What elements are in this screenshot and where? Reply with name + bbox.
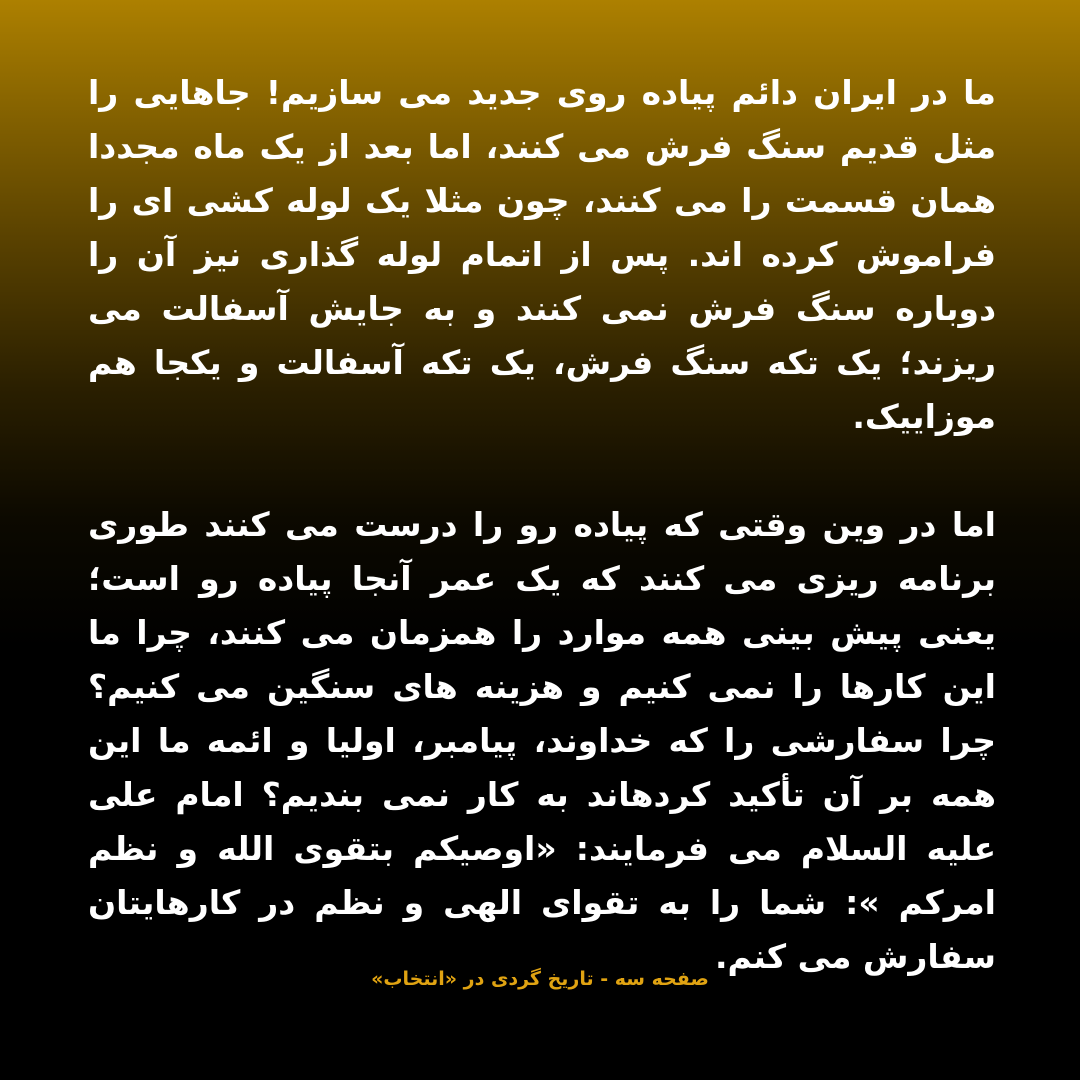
paragraph-2: اما در وین وقتی که پیاده رو را درست می کنند طوری برنامه ریزی می کنند که یک عمر آنجا پیاده رو است؛ یعنی پیش بینی همه موارد را همزمان می کنند، چرا ما این کارها را نمی کنیم و هزینه های سنگین می کنیم؟ چرا سفارشی را که خداوند، پیامبر، اولیا و ائمه ما این همه بر آن تأکید کردهاند به کار نمی بندیم؟ امام علی علیه السلام می فرمایند: «اوصیکم بتقوی الله و نظم امرکم »: شما را به تقوای الهی و نظم در کارهایتان سفارش می کنم. xyxy=(88,505,996,976)
footer-caption: صفحه سه - تاریخ گردی در «انتخاب» xyxy=(371,968,709,990)
article-body xyxy=(88,66,996,984)
paragraph-1: ما در ایران دائم پیاده روی جدید می سازیم! جاهایی را مثل قدیم سنگ فرش می کنند، اما بعد از یک ماه مجددا همان قسمت را می کنند، چون مثلا یک لوله کشی ای را فراموش کرده اند. پس از اتمام لوله گذاری نیز آن را دوباره سنگ فرش نمی کنند و به جایش آسفالت می ریزند؛ یک تکه سنگ فرش، یک تکه آسفالت و یکجا هم موزاییک. xyxy=(88,73,996,436)
